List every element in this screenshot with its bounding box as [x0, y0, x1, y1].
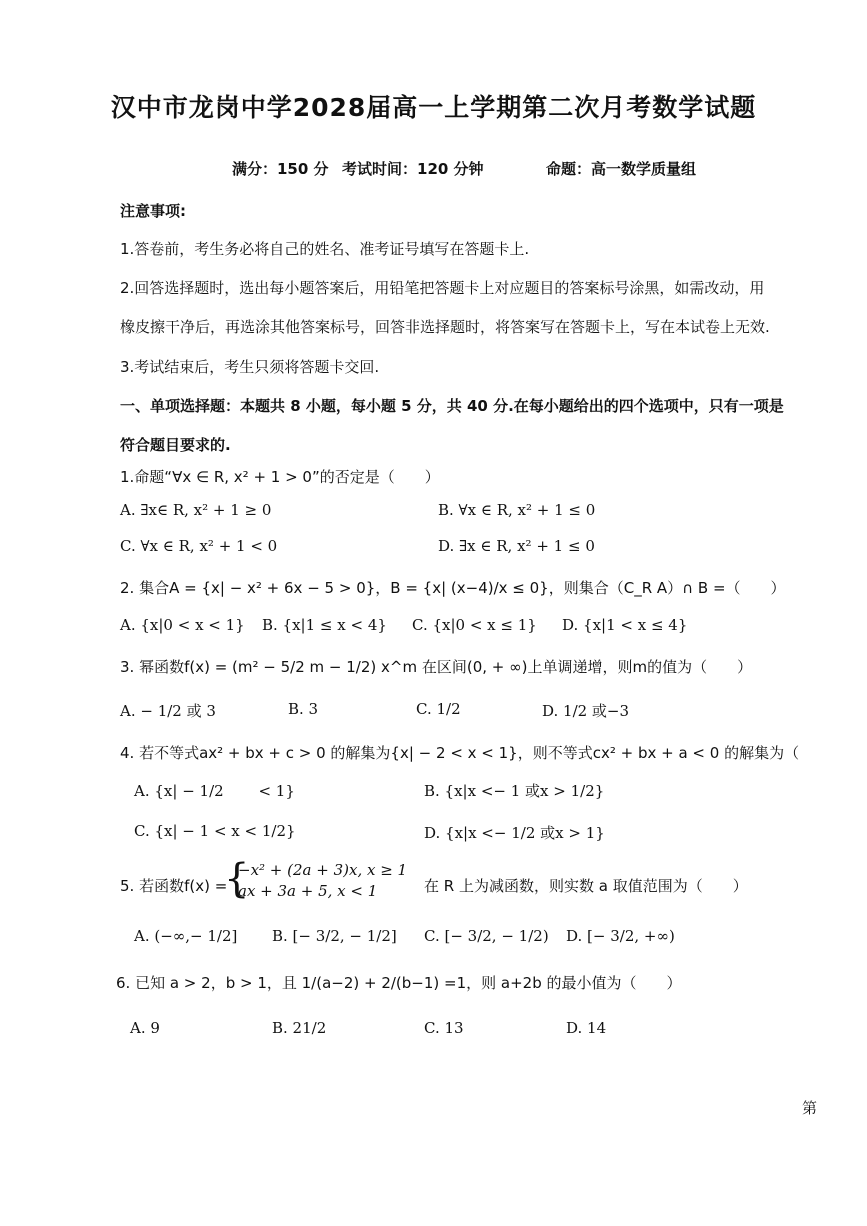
- exam-time: 考试时间：120 分钟: [342, 160, 484, 178]
- piecewise-brace: {: [224, 856, 250, 902]
- question-2-option-c: C. {x|0 < x ≤ 1}: [412, 616, 537, 634]
- question-5-option-d: D. [− 3/2, +∞): [566, 927, 675, 945]
- question-6-option-d: D. 14: [566, 1019, 607, 1037]
- full-score: 满分：150 分: [232, 160, 329, 178]
- question-5-option-a: A. (−∞,− 1/2]: [134, 927, 238, 945]
- question-2-stem: 2. 集合A = {x| − x² + 6x − 5 > 0}，B = {x| (x−4)/x ≤ 0}，则集合（C_R A）∩ B =（ ）: [120, 579, 786, 597]
- question-4-option-c: C. {x| − 1 < x < 1/2}: [134, 822, 296, 840]
- question-5-option-b: B. [− 3/2, − 1/2]: [272, 927, 397, 945]
- page-footer: 第: [801, 1099, 817, 1117]
- question-1-option-c: C. ∀x ∈ R, x² + 1 < 0: [120, 537, 278, 555]
- question-4-option-a: A. {x| − 1/2 < 1}: [134, 782, 295, 800]
- question-4-option-b: B. {x|x <− 1 或x > 1/2}: [424, 782, 605, 800]
- piecewise-case-2: ax + 3a + 5, x < 1: [238, 882, 378, 900]
- question-1-option-d: D. ∃x ∈ R, x² + 1 ≤ 0: [438, 537, 595, 555]
- question-4-stem: 4. 若不等式ax² + bx + c > 0 的解集为{x| − 2 < x < 1}，则不等式cx² + bx + a < 0 的解集为（: [120, 744, 800, 762]
- exam-title: 汉中市龙岗中学2028届高一上学期第二次月考数学试题: [110, 93, 757, 122]
- question-3-option-c: C. 1/2: [416, 700, 461, 718]
- piecewise-case-1: −x² + (2a + 3)x, x ≥ 1: [238, 861, 408, 879]
- question-1-option-a: A. ∃x∈ R, x² + 1 ≥ 0: [120, 501, 272, 519]
- question-6-stem: 6. 已知 a > 2，b > 1，且 1/(a−2) + 2/(b−1) =1，则 a+2b 的最小值为（ ）: [116, 974, 682, 992]
- note-2-line-1: 2.回答选择题时，选出每小题答案后，用铅笔把答题卡上对应题目的答案标号涂黑，如需改动，用: [120, 279, 765, 297]
- question-6-option-a: A. 9: [130, 1019, 160, 1037]
- piecewise-cases: [238, 860, 407, 902]
- question-2-option-d: D. {x|1 < x ≤ 4}: [562, 616, 688, 634]
- note-3: 3.考试结束后，考生只须将答题卡交回.: [120, 358, 380, 376]
- question-6-option-b: B. 21/2: [272, 1019, 327, 1037]
- question-2-option-a: A. {x|0 < x < 1}: [120, 616, 245, 634]
- question-1-stem: 1.命题“∀x ∈ R, x² + 1 > 0”的否定是（ ）: [120, 468, 440, 486]
- note-2-line-2: 橡皮擦干净后，再选涂其他答案标号，回答非选择题时，将答案写在答题卡上，写在本试卷上无效.: [120, 318, 770, 336]
- question-4-option-d: D. {x|x <− 1/2 或x > 1}: [424, 824, 605, 842]
- question-5-lead: 5. 若函数f(x) =: [120, 877, 228, 895]
- section-1-heading: 一、单项选择题：本题共 8 小题，每小题 5 分，共 40 分.在每小题给出的四个选项中，只有一项是: [120, 397, 784, 415]
- question-3-option-d: D. 1/2 或−3: [542, 702, 630, 720]
- question-5-tail: 在 R 上为减函数，则实数 a 取值范围为（ ）: [424, 877, 748, 895]
- notes-heading: 注意事项:: [120, 202, 186, 220]
- question-3-option-b: B. 3: [288, 700, 319, 718]
- question-3-stem: 3. 幂函数f(x) = (m² − 5/2 m − 1/2) x^m 在区间(0, + ∞)上单调递增，则m的值为（ ）: [120, 658, 753, 676]
- question-2-option-b: B. {x|1 ≤ x < 4}: [262, 616, 387, 634]
- question-1-option-b: B. ∀x ∈ R, x² + 1 ≤ 0: [438, 501, 596, 519]
- question-5-option-c: C. [− 3/2, − 1/2): [424, 927, 549, 945]
- question-3-option-a: A. − 1/2 或 3: [120, 702, 216, 720]
- question-6-option-c: C. 13: [424, 1019, 464, 1037]
- exam-author: 命题：高一数学质量组: [546, 160, 697, 178]
- section-1-heading-cont: 符合题目要求的.: [120, 436, 231, 454]
- note-1: 1.答卷前，考生务必将自己的姓名、准考证号填写在答题卡上.: [120, 240, 530, 258]
